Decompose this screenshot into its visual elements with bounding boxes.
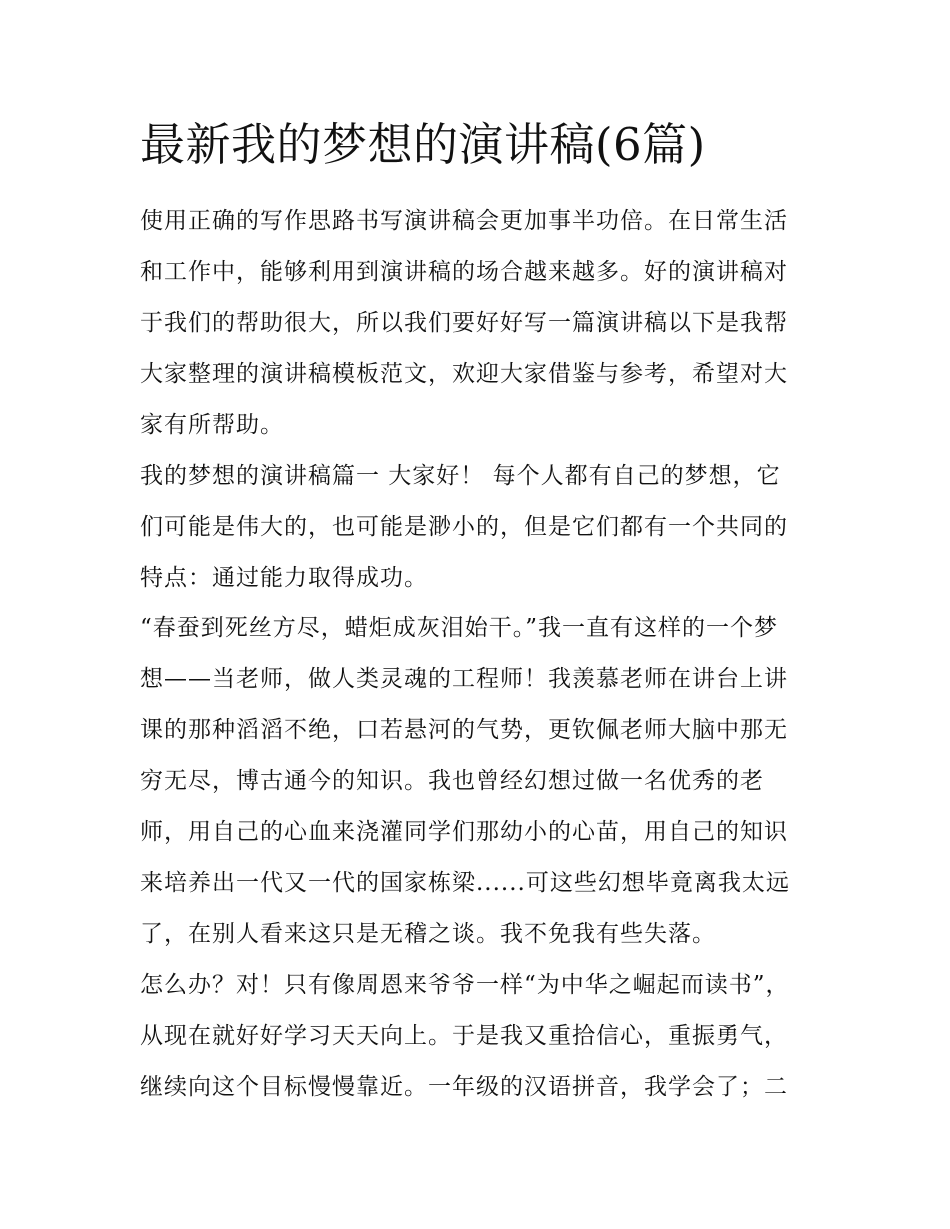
page-title: 最新我的梦想的演讲稿(6篇) — [140, 118, 706, 171]
text-line: 家有所帮助。 — [140, 412, 284, 438]
text-line: 大家整理的演讲稿模板范文，欢迎大家借鉴与参考，希望对大 — [140, 361, 788, 387]
text-line: “春蚕到死丝方尽，蜡炬成灰泪始干。”我一直有这样的一个梦 — [140, 615, 779, 641]
text-line: 从现在就好好学习天天向上。于是我又重拾信心，重振勇气， — [140, 1023, 788, 1049]
text-line: 于我们的帮助很大，所以我们要好好写一篇演讲稿以下是我帮 — [140, 310, 788, 336]
text-line: 和工作中，能够利用到演讲稿的场合越来越多。好的演讲稿对 — [140, 259, 788, 285]
text-line: 们可能是伟大的，也可能是渺小的，但是它们都有一个共同的 — [140, 514, 788, 540]
text-line: 了，在别人看来这只是无稽之谈。我不免我有些失落。 — [140, 921, 716, 947]
text-line: 使用正确的写作思路书写演讲稿会更加事半功倍。在日常生活 — [140, 208, 788, 234]
text-line: 来培养出一代又一代的国家栋梁......可这些幻想毕竟离我太远 — [140, 870, 790, 896]
text-line: 怎么办？对！只有像周恩来爷爷一样“为中华之崛起而读书”， — [140, 972, 790, 998]
text-line: 穷无尽，博古通今的知识。我也曾经幻想过做一名优秀的老 — [140, 768, 764, 794]
text-line: 想——当老师，做人类灵魂的工程师！我羡慕老师在讲台上讲 — [140, 666, 788, 692]
text-line: 我的梦想的演讲稿篇一 大家好！ 每个人都有自己的梦想，它 — [140, 463, 781, 489]
text-line: 课的那种滔滔不绝，口若悬河的气势，更钦佩老师大脑中那无 — [140, 717, 788, 743]
text-line: 继续向这个目标慢慢靠近。一年级的汉语拼音，我学会了；二 — [140, 1074, 788, 1100]
text-line: 师，用自己的心血来浇灌同学们那幼小的心苗，用自己的知识 — [140, 819, 788, 845]
text-line: 特点：通过能力取得成功。 — [140, 565, 428, 591]
